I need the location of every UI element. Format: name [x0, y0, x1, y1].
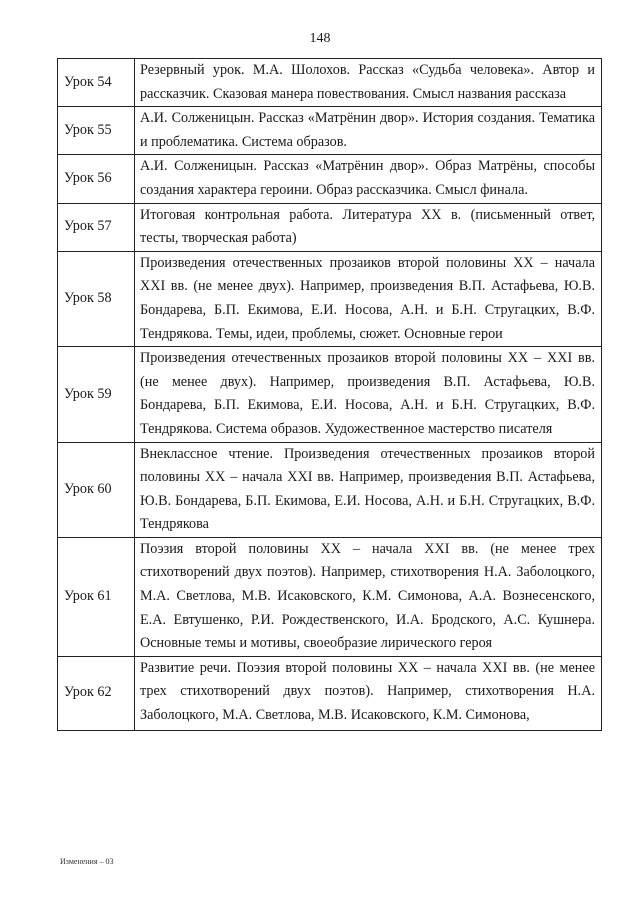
lesson-row: [58, 537, 602, 656]
lesson-row: [58, 155, 602, 203]
lesson-row: [58, 107, 602, 155]
lesson-description: Итоговая контрольная работа. Литература ХХ в. (письменный ответ, тесты, творческая работа): [135, 203, 602, 251]
lesson-number: Урок 54: [58, 59, 135, 107]
lesson-row: [58, 656, 602, 730]
lesson-row: [58, 442, 602, 537]
lesson-number: Урок 58: [58, 251, 135, 346]
lesson-description: Внеклассное чтение. Произведения отечественных прозаиков второй половины ХХ – начала XXI вв. Например, произведения В.П. Астафьева, Ю.В. Бондарева, Б.П. Екимова, Е.И. Носова, А.Н. и Б.Н. Стругацких, В.Ф. Тендрякова: [135, 442, 602, 537]
lesson-number: Урок 62: [58, 656, 135, 730]
lesson-number: Урок 59: [58, 347, 135, 442]
lesson-number: Урок 55: [58, 107, 135, 155]
lessons-table: [57, 58, 602, 731]
lesson-row: [58, 59, 602, 107]
lesson-description: Произведения отечественных прозаиков второй половины ХХ – XXI вв. (не менее двух). Например, произведения В.П. Астафьева, Ю.В. Бондарева, Б.П. Екимова, Е.И. Носова, А.Н. и Б.Н. Стругацких, В.Ф. Тендрякова. Система образов. Художественное мастерство писателя: [135, 347, 602, 442]
lesson-number: Урок 61: [58, 537, 135, 656]
lesson-description: Развитие речи. Поэзия второй половины ХХ – начала XXI вв. (не менее трех стихотворений двух поэтов). Например, стихотворения Н.А. Заболоцкого, М.А. Светлова, М.В. Исаковского, К.М. Симонова,: [135, 656, 602, 730]
lesson-description: Резервный урок. М.А. Шолохов. Рассказ «Судьба человека». Автор и рассказчик. Сказовая манера повествования. Смысл названия рассказа: [135, 59, 602, 107]
lesson-row: [58, 251, 602, 346]
lesson-description: А.И. Солженицын. Рассказ «Матрёнин двор». История создания. Тематика и проблематика. Система образов.: [135, 107, 602, 155]
lesson-number: Урок 60: [58, 442, 135, 537]
lesson-row: [58, 203, 602, 251]
lesson-description: А.И. Солженицын. Рассказ «Матрёнин двор». Образ Матрёны, способы создания характера героини. Образ рассказчика. Смысл финала.: [135, 155, 602, 203]
footer-revision-note: Изменения – 03: [60, 857, 114, 866]
lesson-number: Урок 57: [58, 203, 135, 251]
lesson-row: [58, 347, 602, 442]
page-number: 148: [309, 31, 331, 46]
lesson-number: Урок 56: [58, 155, 135, 203]
lesson-description: Поэзия второй половины ХХ – начала XXI вв. (не менее трех стихотворений двух поэтов). Например, стихотворения Н.А. Заболоцкого, М.А. Светлова, М.В. Исаковского, К.М. Симонова, А.А. Вознесенского, Е.А. Евтушенко, Р.И. Рождественского, И.А. Бродского, А.С. Кушнера. Основные темы и мотивы, своеобразие лирического героя: [135, 537, 602, 656]
lesson-description: Произведения отечественных прозаиков второй половины ХХ – начала XXI вв. (не менее двух). Например, произведения В.П. Астафьева, Ю.В. Бондарева, Б.П. Екимова, Е.И. Носова, А.Н. и Б.Н. Стругацких, В.Ф. Тендрякова. Темы, идеи, проблемы, сюжет. Основные герои: [135, 251, 602, 346]
